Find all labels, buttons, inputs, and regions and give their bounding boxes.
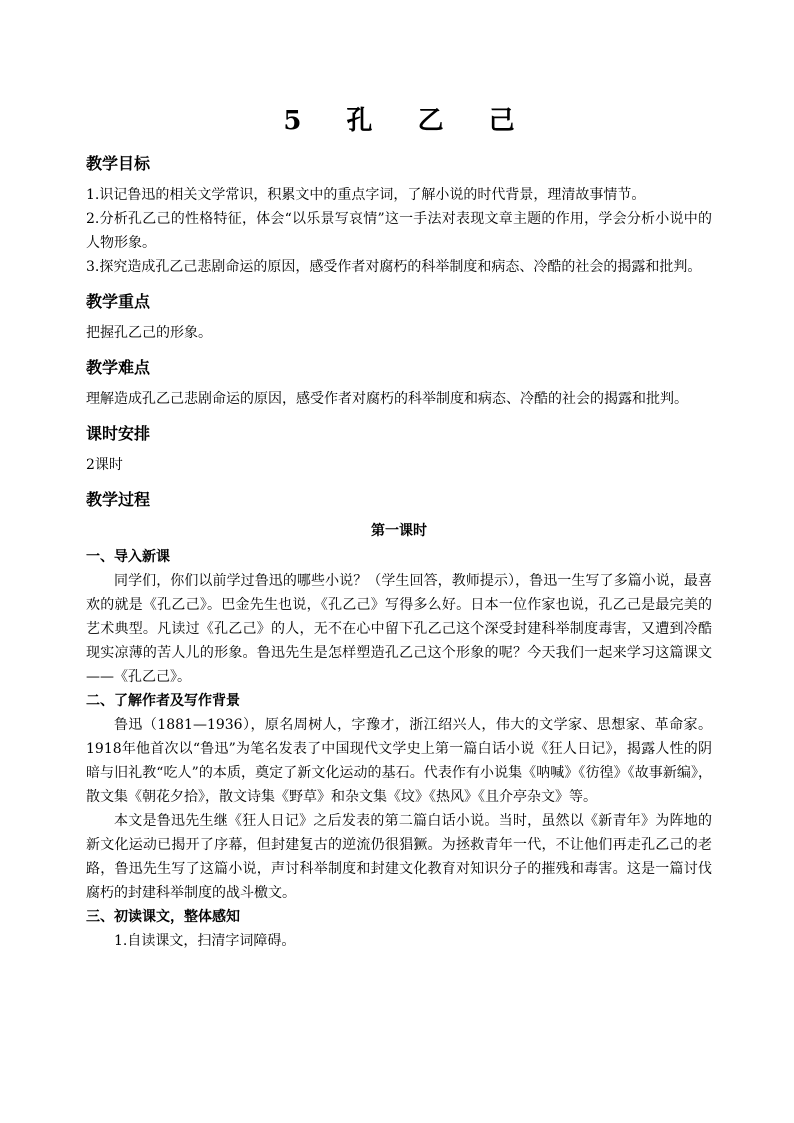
part1-heading: 一、导入新课 — [86, 549, 170, 565]
process-heading: 教学过程 — [86, 490, 151, 509]
part2-text-1: 鲁迅（1881—1936），原名周树人，字豫才，浙江绍兴人，伟大的文学家、思想家、革命家。1918年他首次以“鲁迅”为笔名发表了中国现代文学史上第一篇白话小说《狂人日记》，揭露人性的阴暗与旧礼教“吃人”的本质，奠定了新文化运动的基石。代表作有小说集《呐喊》《彷徨》《故事新编》，散文集《朝花夕拾》，散文诗集《野草》和杂文集《坟》《热风》《且介亭杂文》等。 — [86, 717, 712, 805]
goal-item-3: 3.探究造成孔乙己悲剧命运的原因，感受作者对腐朽的科举制度和病态、冷酷的社会的揭露和批判。 — [86, 259, 702, 275]
schedule-heading: 课时安排 — [86, 424, 151, 443]
part3-item-1: 1.自读课文，扫清字词障碍。 — [114, 933, 296, 949]
part2-heading: 二、了解作者及写作背景 — [86, 693, 240, 709]
focus-text: 把握孔乙己的形象。 — [86, 325, 212, 341]
schedule-text: 2课时 — [86, 457, 123, 473]
difficulty-heading: 教学难点 — [86, 358, 151, 377]
part1-text: 同学们，你们以前学过鲁迅的哪些小说？（学生回答，教师提示），鲁迅一生写了多篇小说，最喜欢的就是《孔乙己》。巴金先生也说，《孔乙己》写得多么好。日本一位作家也说，孔乙己是最完美的艺术典型。凡读过《孔乙己》的人，无不在心中留下孔乙己这个深受封建科举制度毒害，又遭到冷酷现实凉薄的苦人儿的形象。鲁迅先生是怎样塑造孔乙己这个形象的呢？今天我们一起来学习这篇课文——《孔乙己》。 — [86, 573, 712, 685]
difficulty-text: 理解造成孔乙己悲剧命运的原因，感受作者对腐朽的科举制度和病态、冷酷的社会的揭露和批判。 — [86, 391, 688, 407]
goal-item-1: 1.识记鲁迅的相关文学常识，积累文中的重点字词，了解小说的时代背景，理清故事情节。 — [86, 187, 646, 203]
page-title: 5 孔 乙 己 — [283, 106, 533, 136]
focus-heading: 教学重点 — [86, 292, 151, 311]
document-body — [86, 100, 712, 953]
part3-heading: 三、初读课文，整体感知 — [86, 909, 240, 925]
goal-item-2: 2.分析孔乙己的性格特征，体会“以乐景写哀情”这一手法对表现文章主题的作用，学会分析小说中的人物形象。 — [86, 211, 712, 251]
part2-text-2: 本文是鲁迅先生继《狂人日记》之后发表的第二篇白话小说。当时，虽然以《新青年》为阵地的新文化运动已揭开了序幕，但封建复古的逆流仍很猖獗。为拯救青年一代，不让他们再走孔乙己的老路，鲁迅先生写了这篇小说，声讨科举制度和封建文化教育对知识分子的摧残和毒害。这是一篇讨伐腐朽的封建科举制度的战斗檄文。 — [86, 813, 712, 901]
lesson1-heading: 第一课时 — [371, 523, 427, 539]
goals-heading: 教学目标 — [86, 154, 151, 173]
